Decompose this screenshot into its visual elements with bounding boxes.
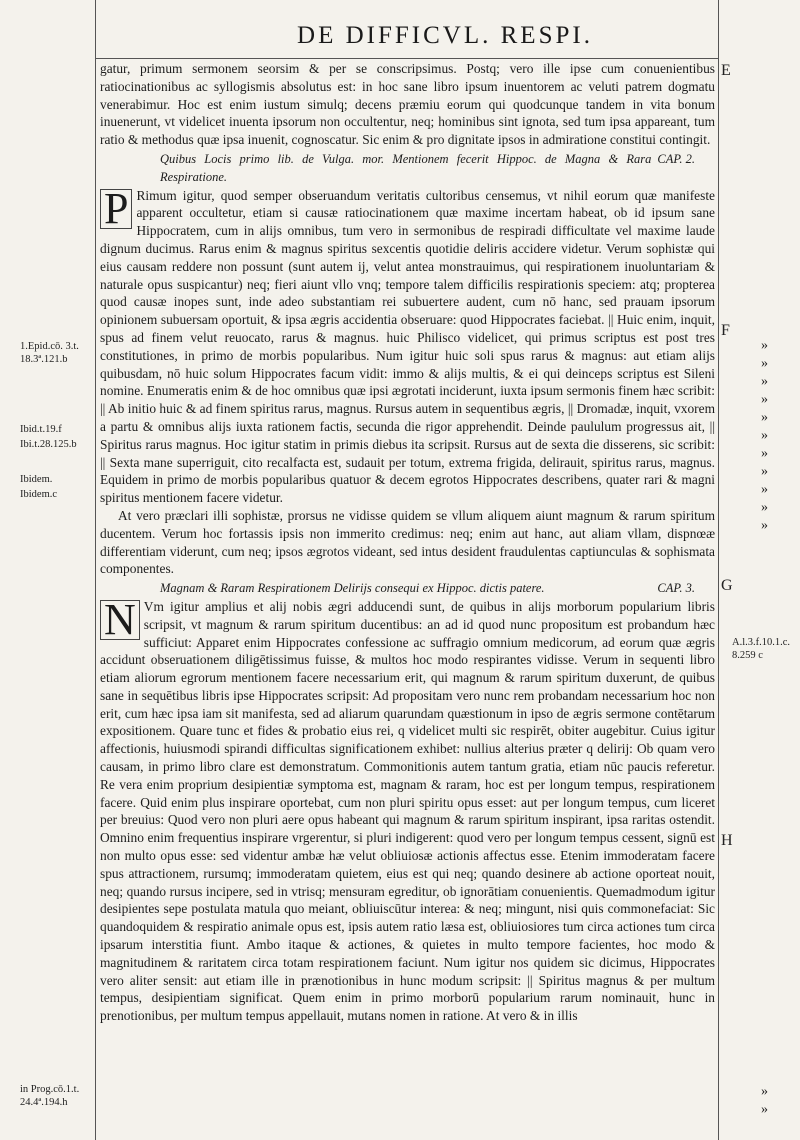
- margin-note: Ibid.t.19.f: [20, 424, 62, 435]
- drop-cap: P: [100, 189, 132, 229]
- quote-mark: »: [761, 1102, 768, 1117]
- margin-note: 1.Epid.cō. 3.t. 18.3ª.121.b: [20, 341, 79, 365]
- quote-mark: »: [761, 428, 768, 443]
- chapter-number: CAP. 3.: [657, 581, 695, 596]
- drop-cap: N: [100, 600, 140, 640]
- quote-mark: »: [761, 500, 768, 515]
- section-letter: G: [721, 577, 733, 594]
- paragraph: At vero præclari illi sophistæ, prorsus ne vidisse quidem se vllum aliquem aiunt magnum & rarum spiritum ducentem. Verum hoc fortassis ipsis non immerito credimus: neq; enim aut hanc, aut aliam vllam, dispnœæ differentiam viderunt, cum neq; ipsos ægrotos videant, sed intus desident fraudulentas captiunculas & sophismata componentes.: [100, 507, 715, 577]
- paragraph: [100, 183, 715, 507]
- chapter-3-heading: [100, 580, 715, 598]
- left-frame-line: [95, 0, 96, 1140]
- right-frame-line: [718, 0, 719, 1140]
- running-header: DE DIFFICVL. RESPI.: [297, 22, 593, 49]
- section-letter: H: [721, 832, 733, 849]
- paragraph: gatur, primum sermonem seorsim & per se conscripsimus. Postq; vero ille ipse cum conuenientibus ratiocinationibus ac syllogismis absolutus est: in hoc sane libro ipsum inuentorem ac veluti patrem dogmatu venerabimur. Hoc est enim iustum simulq; decens præmiu eorum qui quodcunque tandem in vita bonum inuenerunt, vt videlicet inuenta ipsorum non occultentur, neq; hominibus sint ignota, sed tum ipsa appareant, tum ratio & methodus quæ ipsa inuenit, cognoscatur. Sic enim & pro dignitate ipsos in admiratione constitui contingit.: [100, 61, 715, 148]
- margin-note: Ibidem.: [20, 474, 53, 485]
- quote-mark: »: [761, 446, 768, 461]
- chapter-title: Quibus Locis primo lib. de Vulga. mor. Mentionem fecerit Hippoc. de Magna & Rara Respiratione.: [160, 151, 652, 184]
- quote-mark: »: [761, 464, 768, 479]
- paragraph-body: Rimum igitur, quod semper obseruandum veritatis cultoribus censemus, vt nihil eorum quæ manifeste apparent occultetur, etiam si causæ ratiocinationem quæ maxime incertam habeat, ob id ipsum sane Hippocratem, cum in alijs omnibus, tum vero in sermonibus de respiradi difficultate vel maxime laude dignum ducimus. Rarus enim & magnus spiritus sexcentis quotidie deliris accidere videtur. Verum sophistæ qui eius causam reddere non possunt (sunt autem ij, velut antea monstrauimus, qui respirationem inuoluntariam & naturale opus suspicantur) neq; fieri aiunt vllo vnq; tempore talem difficilis respirationis speciem: atq; propterea quod causæ inopes sunt, inde adeo substantiam rei subuertere audent, cum nō hanc, sed prauam ipsorum opinionem subuersam oportuit, & ipsa ægris accidentia obseruare: quod Hippocrates faciebat. || Huic enim, inquit, spus ad finem velut reuocato, rarus & magnus. huic Philisco videlicet, qui primus scriptus est post tres constitutiones, in primo de morbis popularibus. Num igitur huic soli spus rarus & magnus: aut etiam alijs quibusdam, nō huic solum Hippocrates facum vidit: immo & alijs multis, & ei qui deinceps scriptus est Sileni nomine. Enumeratis enim & de hoc omnibus quæ ipsi ægrotati inciderunt, iuxta ipsum sermonis finem hæc scribit: || Ab initio huic & ad finem spiritus rarus, magnus. Rursus autem in sequentibus ægris, || Dromadæ, inquit, vxorem a partu & omnibus alijs iuxta rationem factis, secunda die rigor apprehendit. Deinde paululum progressus ait, || Spiritus rarus magnus. Hoc igitur statim in primis diebus ita scripsit. Rursus aut de sexta die disserens, sic scribit: || Sexta mane superriguit, cito recalfacta est, sudauit per totum, extrema frigida, delirauit, spiritus rarus, magnus. Equidem in primo de morbis popularibus quatuor & decem egrotos Hippocrates describens, quater rari & magni spiritus mentionem facere videtur.: [100, 187, 715, 506]
- margin-note: in Prog.cō.1.t. 24.4ª.194.h: [20, 1084, 80, 1108]
- chapter-2-heading: [100, 151, 715, 187]
- paragraph: [100, 594, 715, 1025]
- chapter-title: Magnam & Raram Respirationem Delirijs consequi ex Hippoc. dictis patere.: [160, 581, 545, 596]
- quote-mark: »: [761, 410, 768, 425]
- quote-mark: »: [761, 392, 768, 407]
- header-rule: [95, 58, 719, 59]
- quote-mark: »: [761, 338, 768, 353]
- quote-mark: »: [761, 482, 768, 497]
- quote-mark: »: [761, 356, 768, 371]
- section-letter: F: [721, 322, 730, 339]
- quote-mark: »: [761, 1084, 768, 1099]
- margin-note-right: A.l.3.f.10.1.c. 8.259 c: [732, 637, 791, 661]
- paragraph-body: Vm igitur amplius et alij nobis ægri adducendi sunt, de quibus in alijs morborum popularium libris scripsit, vt magnum & rarum spiritum ducentibus: an ad id quod nunc propositum est probandum hæc sufficiut: Apparet enim Hippocrates confessione ac suffragio omnium medicorum, ad eorum quæ ægris accidunt obseruationem diligētissimus fuisse, & multos hoc modo respirantes vidisse. Verum in sequenti libro etiam aliorum egrorum mentionem facere necessarium erit, qui magnum & rarum spiritum duxerunt, de quibus sane in sequētibus libris ipse Hippocrates scripsit: Ad propositam vero nunc rem probandam necessarium hoc non erit, cum hæc ipsa iam sit manifesta, sed ad aliarum quarundam quæstionum in ipso de ægris sermone contētarum expositionem. Quare tunc et fides & probatio eius rei, q videlicet multi sic respirēt, obiter augebitur. Cuius igitur affectionis, huiusmodi spirandi difficultas significationem exhibet: nullius alterius præter q delirij: Ob quam vero causam, in primo libro clare est demonstratum. Commonitionis autem tantum gratia, etiam nūc paucis referetur. Re vera enim proprium desipientiæ symptoma est, magnam & raram, hoc est per longum tempus, respirationem facere. Quid enim plus inspirare oportebat, cum non pluri spiritu opus esset: aut per longum tempus, cum liceret per breuius: Quod vero non pluri aere opus habeant qui magnum & rarum spiritum inspirant, ipsa raritas ostendit. Omnino enim frequentius inspirare vrgerentur, si pluri indigerent: quod vero per longum tempus cessent, signū est non multo opus esse: sed videntur ambæ hæ velut obliuiosæ actionis affectus esse. Etenim immoderatam facere spus attractionem, rursumq; immoderatam quietem, eius est qui neq; quando desinere ab actione oporteat nouit, neq; quando rursus incipere, sed in vtrisq; mensuram egreditur, ob ignorātiam conuenientis. Quemadmodum igitur desipientes sepe postulata matula quo meiant, obliuiscūtur interea: & neq; mingunt, nisi quis commonefaciat: Sic quandoquidem & respiratio animale opus est, ipsis autem ratio læsa est, obliuiosiores tum circa actiones tum circa ipsarum interstitia fiunt. Ambo itaque & actiones, & quietes in multo tempore facientes, hoc modo & magnitudinem & raritatem circa totam respirationem faciunt. Num igitur nos quidem sic dicimus, Hippocrates vero aliter sensit: aut etiam ille in prænotionibus in hunc modum scripsit: || Spiritus magnus & per multum tempus, desipientiam significat. Quem enim in primo morborū popularium rarum nominauit, hunc in prenotionibus, per multum tempus appellauit, mutans nomen in ratione. At vero & in illis: [100, 598, 715, 1024]
- main-text-column: [100, 60, 715, 1138]
- margin-note: Ibi.t.28.125.b: [20, 439, 77, 450]
- quote-mark: »: [761, 518, 768, 533]
- quote-mark: »: [761, 374, 768, 389]
- section-letter: E: [721, 62, 731, 79]
- margin-note: Ibidem.c: [20, 489, 58, 500]
- chapter-number: CAP. 2.: [657, 151, 695, 166]
